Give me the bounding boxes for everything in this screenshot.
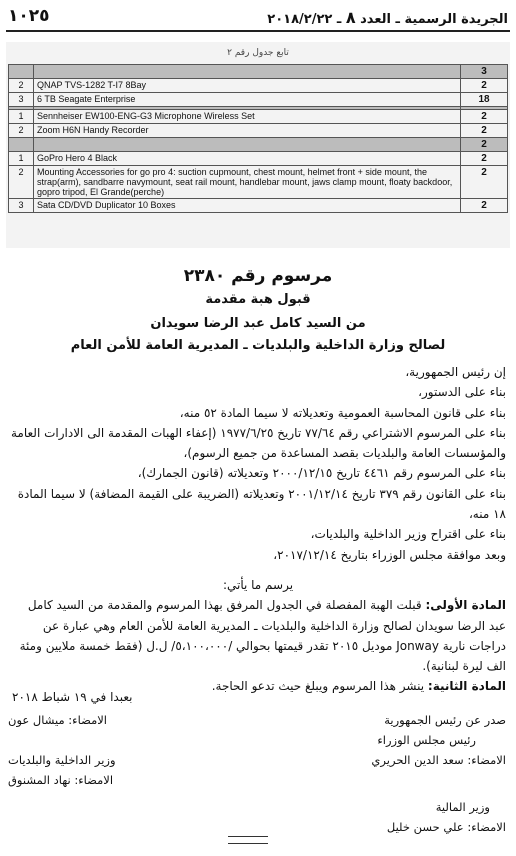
quantity-cell: 2 bbox=[461, 152, 508, 166]
finance-minister-title: وزير المالية bbox=[435, 800, 490, 814]
interior-minister-title: وزير الداخلية والبلديات bbox=[8, 753, 116, 767]
quantity-cell: 2 bbox=[461, 138, 508, 152]
pm-title: رئيس مجلس الوزراء bbox=[377, 733, 476, 747]
divider-ornament bbox=[228, 836, 268, 844]
table-row bbox=[9, 138, 508, 152]
decree-body bbox=[10, 362, 506, 697]
row-number-cell: 2 bbox=[9, 124, 34, 138]
scanned-table-section bbox=[6, 42, 510, 248]
table-row bbox=[9, 65, 508, 79]
row-number-cell: 1 bbox=[9, 152, 34, 166]
item-cell: Sata CD/DVD Duplicator 10 Boxes bbox=[34, 199, 461, 213]
item-cell bbox=[34, 138, 461, 152]
pm-signature: الامضاء: سعد الدين الحريري bbox=[371, 753, 506, 767]
quantity-cell: 2 bbox=[461, 124, 508, 138]
quantity-cell: 18 bbox=[461, 93, 508, 107]
quantity-cell: 2 bbox=[461, 166, 508, 199]
table-row bbox=[9, 124, 508, 138]
preamble-line: بناء على قانون المحاسبة العمومية وتعديلاته لا سيما المادة ٥٢ منه، bbox=[179, 405, 506, 420]
table-row bbox=[9, 152, 508, 166]
decree-for-line: لصالح وزارة الداخلية والبلديات ـ المديرية العامة للأمن العام bbox=[70, 338, 446, 353]
preamble-line: بناء على المرسوم رقم ٤٤٦١ تاريخ ٢٠٠٠/١٢/١٥ وتعديلاته (قانون الجمارك)، bbox=[137, 466, 506, 481]
gazette-header bbox=[6, 6, 510, 32]
table-row bbox=[9, 93, 508, 107]
table-row bbox=[9, 110, 508, 124]
gazette-title bbox=[267, 8, 508, 27]
quantity-cell: 2 bbox=[461, 110, 508, 124]
preamble-line: إن رئيس الجمهورية، bbox=[405, 365, 506, 379]
row-number-cell: 2 bbox=[9, 79, 34, 93]
preamble-line: وبعد موافقة مجلس الوزراء بتاريخ ٢٠١٧/١٢/١٤، bbox=[273, 547, 506, 562]
issue-number: ٨ bbox=[345, 8, 356, 27]
decree-subtitle: قبول هبة مقدمة bbox=[205, 292, 311, 307]
article-2-text: ينشر هذا المرسوم ويبلغ حيث تدعو الحاجة. bbox=[211, 679, 425, 694]
gazette-name: الجريدة الرسمية ـ العدد bbox=[360, 12, 508, 27]
row-number-cell: 2 bbox=[9, 166, 34, 199]
preamble-line: بناء على القانون رقم ٣٧٩ تاريخ ٢٠٠١/١٢/١٤ وتعديلاته (الضريبة على القيمة المضافة) لا سيما المادة ١٨ منه، bbox=[17, 486, 506, 522]
preamble-line: بناء على المرسوم الاشتراعي رقم ٧٧/٦٤ تاريخ ١٩٧٧/٦/٢٥ (إعفاء الهبات المقدمة الى الادارات العامة والمؤسسات العامة والبلديات بقصد المساعدة من جميع الرسوم)، bbox=[11, 425, 506, 461]
item-cell bbox=[34, 65, 461, 79]
preamble-line: بناء على الدستور، bbox=[418, 385, 506, 400]
quantity-cell: 3 bbox=[461, 65, 508, 79]
issued-by: صدر عن رئيس الجمهورية bbox=[384, 713, 506, 727]
item-cell: Sennheiser EW100-ENG-G3 Microphone Wireless Set bbox=[34, 110, 461, 124]
quantity-cell: 2 bbox=[461, 79, 508, 93]
row-number-cell: 3 bbox=[9, 199, 34, 213]
table-row bbox=[9, 79, 508, 93]
decree-title: مرسوم رقم ٢٣٨٠ bbox=[183, 266, 333, 286]
decree-from-line: من السيد كامل عبد الرضا سويدان bbox=[150, 316, 366, 331]
table-caption: تابع جدول رقم ٢ bbox=[227, 48, 289, 58]
article-1 bbox=[10, 595, 506, 676]
items-table bbox=[8, 64, 508, 213]
interior-minister-signature: الامضاء: نهاد المشنوق bbox=[8, 773, 114, 787]
item-cell: GoPro Hero 4 Black bbox=[34, 152, 461, 166]
finance-minister-signature: الامضاء: علي حسن خليل bbox=[386, 820, 506, 834]
article-1-label: المادة الأولى: bbox=[425, 598, 506, 613]
item-cell: QNAP TVS-1282 T-I7 8Bay bbox=[34, 79, 461, 93]
item-cell: Mounting Accessories for go pro 4: suction cupmount, chest mount, helmet front + side mount, the strap(arm), sandbarre navymount, seat rail mount, handlebar mount, jaws clamp mount, floaty backdoor, gopro tripod, El Grande(perche) bbox=[34, 166, 461, 199]
item-cell: Zoom H6N Handy Recorder bbox=[34, 124, 461, 138]
issue-date: ـ ٢٠١٨/٢/٢٢ bbox=[267, 12, 342, 27]
preamble-line: بناء على اقتراح وزير الداخلية والبلديات، bbox=[310, 527, 506, 542]
row-number-cell: 1 bbox=[9, 110, 34, 124]
quantity-cell: 2 bbox=[461, 199, 508, 213]
row-number-cell: 3 bbox=[9, 93, 34, 107]
page-number: ١٠٢٥ bbox=[8, 6, 50, 26]
article-2-label: المادة الثانية: bbox=[427, 679, 506, 694]
president-signature: الامضاء: ميشال عون bbox=[8, 713, 107, 727]
row-number-cell bbox=[9, 65, 34, 79]
row-number-cell bbox=[9, 138, 34, 152]
signing-date: بعبدا في ١٩ شباط ٢٠١٨ bbox=[12, 690, 133, 704]
item-cell: 6 TB Seagate Enterprise bbox=[34, 93, 461, 107]
article-1-text: قبلت الهبة المفصلة في الجدول المرفق بهذا المرسوم والمقدمة من السيد كامل عبد الرضا سويدان لصالح وزارة الداخلية والبلديات ـ المديرية العامة للأمن العام وهي عبارة عن دراجات نارية Jonway موديل ٢٠١٥ تقدر قيمتها بحوالي /٥،١٠٠،٠٠٠/ ل.ل (فقط خمسة ملايين ومئة الف ليرة لبنانية). bbox=[19, 598, 506, 674]
decrees-line: يرسم ما يأتي: bbox=[222, 577, 294, 592]
table-row bbox=[9, 166, 508, 199]
table-row bbox=[9, 199, 508, 213]
